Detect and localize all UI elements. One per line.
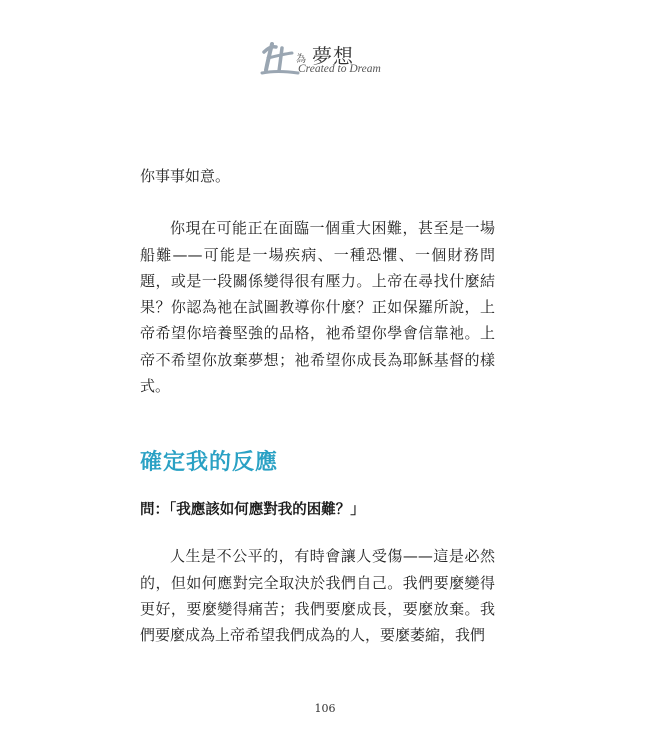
paragraph-continuation: 你事事如意。 [140,167,231,185]
page-header [0,38,650,80]
section-title: 確定我的反應 [140,449,279,476]
question-heading: 問：「我應該如何應對我的困難？」 [140,502,365,519]
page-content [140,163,495,649]
logo-small-character: 為 [296,54,306,65]
logo-title: 夢想 [312,44,354,68]
page-number: 106 [314,702,336,715]
logo-subtitle: Created to Dream [298,63,381,75]
paragraph-difficulty: 你現在可能正在面臨一個重大困難，甚至是一場船難——可能是一場疾病、一種恐懼、一個財務問題，或是一段關係變得很有壓力。上帝在尋找什麼結果？你認為祂在試圖教導你什麼？正如保羅所說，上帝希望你培養堅強的品格，祂希望你學會信靠祂。上帝不希望你放棄夢想；祂希望你成長為耶穌基督的樣式。 [140,219,495,396]
paragraph-response: 人生是不公平的，有時會讓人受傷——這是必然的，但如何應對完全取決於我們自己。我們要麼變得更好，要麼變得痛苦；我們要麼成長，要麼放棄。我們要麼成為上帝希望我們成為的人，要麼萎縮，我們 [140,547,495,645]
